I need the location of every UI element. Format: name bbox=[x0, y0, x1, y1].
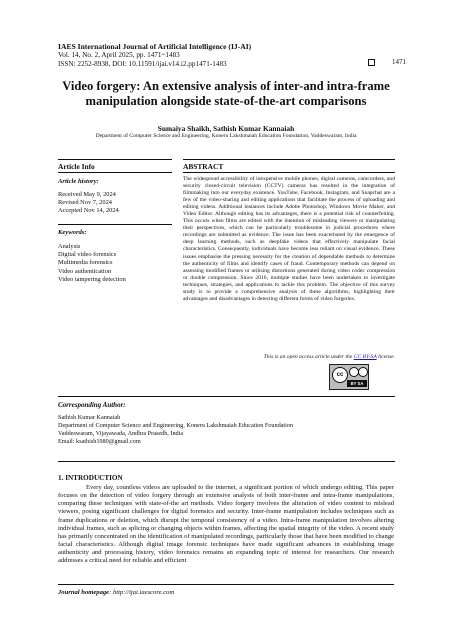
footer-label: Journal homepage bbox=[58, 589, 110, 596]
abstract-top-rule bbox=[183, 159, 395, 160]
corresponding-dept: Department of Computer Science and Engineering, Koneru Lakshmaiah Education Foundation bbox=[58, 422, 294, 430]
keywords-rule bbox=[58, 224, 172, 225]
keyword-item: Multimedia forensics bbox=[58, 259, 113, 267]
title-line-1: Video forgery: An extensive analysis of inter-and intra-frame bbox=[62, 79, 390, 93]
history-heading: Article history: bbox=[58, 178, 99, 185]
introduction-text: Every day, countless videos are uploaded to the internet, a significant portion of which undergo editing. This paper focuses on the detection of video forgery through an extensive analysis of both inter-frame and intra-frame manipulations, comparing these techniques with state-of-the art methods. Video forgery involves the alteration of video content to mislead viewers, posing significant challenges for digital forensics and security. Inter-frame manipulation includes techniques such as frame duplications or deletion, which disrupt the temporal consistency of a video. Intra-frame manipulation involves altering individual frames, such as splicing or changing objects within frames, affecting the spatial integrity of the video. A recent study has primarily concentrated on the identification of manipulated recordings, particularly those that have been modified to change facial characteristics. Although digital image forensic techniques have made significant advances in establishing image authenticity and processing history, video forensics remains an expanding topic of interest for researchers. Our research addresses a critical need for reliable and efficient bbox=[58, 484, 394, 565]
paper-title bbox=[40, 79, 412, 109]
corresponding-top-rule bbox=[58, 396, 395, 397]
article-info-heading: Article Info bbox=[58, 162, 95, 171]
affiliation: Department of Computer Science and Engineering, Koneru Lakshmaiah Education Foundation, Vaddeswaram, India bbox=[95, 133, 357, 139]
share-alike-icon bbox=[358, 367, 368, 377]
corresponding-bottom-rule bbox=[58, 461, 395, 462]
keyword-item: Analysis bbox=[58, 243, 81, 250]
footer-rule bbox=[58, 584, 394, 585]
title-line-2: manipulation alongside state-of-the-art comparisons bbox=[85, 94, 367, 108]
page-number: 1471 bbox=[392, 58, 406, 66]
square-icon bbox=[368, 59, 375, 66]
introduction-heading: 1. INTRODUCTION bbox=[58, 474, 123, 482]
corresponding-email: Email: ksathish1980@gmail.com bbox=[58, 438, 141, 446]
keywords-heading: Keywords: bbox=[58, 229, 87, 236]
cc-license-badge[interactable] bbox=[329, 364, 369, 390]
cc-icon: cc bbox=[332, 367, 348, 383]
license-prefix: This is an open access article under the bbox=[263, 354, 354, 360]
corresponding-name: Sathish Kumar Kannaiah bbox=[58, 414, 121, 421]
history-dates bbox=[58, 191, 119, 216]
footer bbox=[58, 589, 174, 596]
authors: Sumaiya Shaikh, Sathish Kumar Kannaiah bbox=[157, 124, 295, 133]
keywords-list bbox=[58, 243, 126, 284]
article-info-top-rule bbox=[58, 159, 172, 160]
abstract-heading: ABSTRACT bbox=[183, 162, 224, 171]
journal-header bbox=[58, 42, 251, 69]
accepted-date: Accepted Nov 14, 2024 bbox=[58, 207, 119, 215]
volume-line: Vol. 14, No. 2, April 2025, pp. 1471~1483 bbox=[58, 51, 180, 59]
keyword-item: Video tampering detection bbox=[58, 275, 126, 283]
issn-line: ISSN: 2252-8938, DOI: 10.11591/ijai.v14.i2.pp1471-1483 bbox=[58, 60, 227, 68]
corresponding-details bbox=[58, 414, 293, 446]
abstract-sub-rule bbox=[183, 172, 395, 173]
cc-badge-label: BY SA bbox=[347, 380, 367, 387]
article-info-sub-rule bbox=[58, 172, 172, 173]
abstract-text: The widespread accessibility of inexpensive mobile phones, digital cameras, camcorders, and security closed-circuit television (CCTV) cameras has resulted in the integration of filmmaking into our everyday existence. YouTube, Facebook, Instagram, and Snapchat are a few of the video-sharing and editing applications that facilitate the process of uploading and editing videos. Additional instances include Adobe Photoshop, Windows Movie Maker, and Video Editor. Although editing has its advantages, there is a potential risk of counterfeiting. This occurs when films are edited with the intention of misleading viewers or manipulating their perspectives, which can be particularly troublesome in judicial procedures where recordings are submitted as evidence. The issue has been exacerbated by the emergence of deep learning methods, such as deepfake videos that effectively manipulate facial characteristics. Consequently, individuals have become less reliant on visual evidence. These issues emphasise the pressing necessity for the creation of dependable methods to determine the authenticity of films and identify cases of fraud. Contemporary methods can depend on assessing modified frames or utilising distortions generated during video codec compression or double compression. Since 2016, multiple studies have been undertaken to investigate techniques, strategies, and applications to tackle this problem. The objective of this survey study is to provide a comprehensive analysis of these algorithms, highlighting their advantages and disadvantages in detecting different forms of video forgeries. bbox=[183, 176, 395, 302]
keyword-item: Video authentication bbox=[58, 267, 112, 275]
license-suffix: license. bbox=[376, 354, 395, 360]
keyword-item: Digital video forensics bbox=[58, 251, 117, 259]
received-date: Received May 9, 2024 bbox=[58, 191, 116, 198]
corresponding-heading: Corresponding Author: bbox=[58, 401, 126, 409]
license-line bbox=[183, 354, 395, 360]
license-link[interactable]: CC BY-SA bbox=[353, 354, 377, 360]
corresponding-location: Vaddeswaram, Vijayawada, Andhra Prasedh, India bbox=[58, 430, 184, 438]
revised-date: Revised Nov 7, 2024 bbox=[58, 199, 112, 207]
footer-url[interactable]: : http://ijai.iaescore.com bbox=[109, 589, 175, 596]
journal-name: IAES International Journal of Artificial Intelligence (IJ-AI) bbox=[58, 42, 252, 51]
